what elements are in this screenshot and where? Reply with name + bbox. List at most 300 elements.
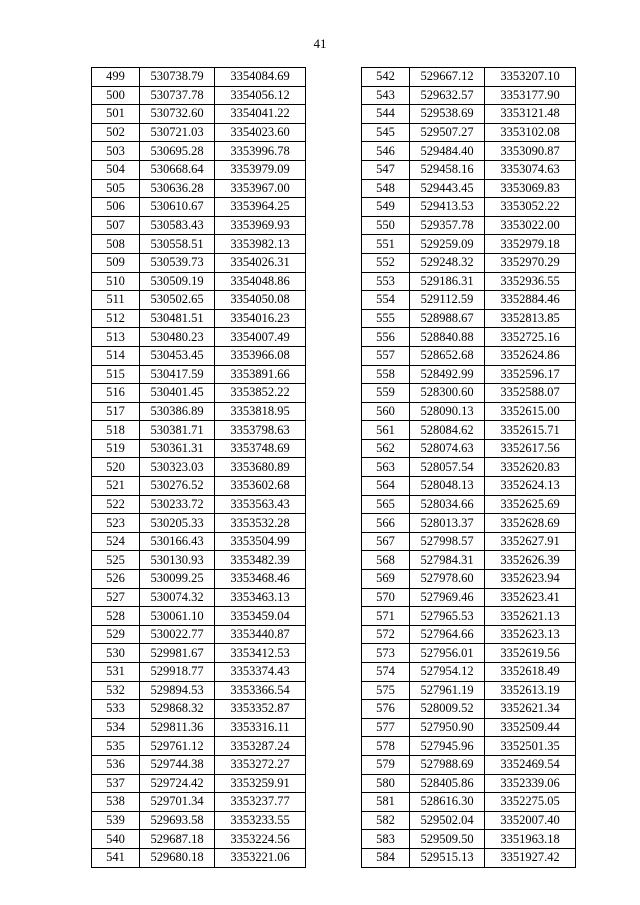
x-coordinate-cell: 530130.93 xyxy=(140,551,215,570)
x-coordinate-cell: 528988.67 xyxy=(410,309,485,328)
point-number-cell: 584 xyxy=(362,848,410,867)
y-coordinate-cell: 3353316.11 xyxy=(215,718,306,737)
x-coordinate-cell: 529693.58 xyxy=(140,811,215,830)
table-row xyxy=(362,737,576,756)
point-number-cell: 536 xyxy=(92,755,140,774)
table-row xyxy=(92,458,306,477)
table-row xyxy=(362,718,576,737)
point-number-cell: 499 xyxy=(92,68,140,87)
point-number-cell: 549 xyxy=(362,198,410,217)
y-coordinate-cell: 3353069.83 xyxy=(485,179,576,198)
table-row xyxy=(362,830,576,849)
y-coordinate-cell: 3353680.89 xyxy=(215,458,306,477)
y-coordinate-cell: 3354084.69 xyxy=(215,68,306,87)
point-number-cell: 581 xyxy=(362,793,410,812)
table-row xyxy=(92,328,306,347)
y-coordinate-cell: 3353366.54 xyxy=(215,681,306,700)
table-row xyxy=(362,309,576,328)
y-coordinate-cell: 3353966.08 xyxy=(215,346,306,365)
x-coordinate-cell: 529868.32 xyxy=(140,700,215,719)
table-row xyxy=(362,235,576,254)
point-number-cell: 555 xyxy=(362,309,410,328)
table-row xyxy=(362,402,576,421)
y-coordinate-cell: 3353090.87 xyxy=(485,142,576,161)
x-coordinate-cell: 530668.64 xyxy=(140,160,215,179)
point-number-cell: 582 xyxy=(362,811,410,830)
point-number-cell: 580 xyxy=(362,774,410,793)
x-coordinate-cell: 527988.69 xyxy=(410,755,485,774)
point-number-cell: 572 xyxy=(362,625,410,644)
y-coordinate-cell: 3352621.13 xyxy=(485,607,576,626)
point-number-cell: 559 xyxy=(362,384,410,403)
y-coordinate-cell: 3354026.31 xyxy=(215,253,306,272)
table-row xyxy=(362,160,576,179)
x-coordinate-cell: 528057.54 xyxy=(410,458,485,477)
table-row xyxy=(92,346,306,365)
table-row xyxy=(362,458,576,477)
x-coordinate-cell: 530166.43 xyxy=(140,532,215,551)
table-row xyxy=(362,328,576,347)
y-coordinate-cell: 3353259.91 xyxy=(215,774,306,793)
y-coordinate-cell: 3354050.08 xyxy=(215,291,306,310)
table-row xyxy=(92,793,306,812)
point-number-cell: 522 xyxy=(92,495,140,514)
point-number-cell: 551 xyxy=(362,235,410,254)
y-coordinate-cell: 3353221.06 xyxy=(215,848,306,867)
table-row xyxy=(362,793,576,812)
x-coordinate-cell: 528084.62 xyxy=(410,421,485,440)
table-row xyxy=(92,551,306,570)
y-coordinate-cell: 3353352.87 xyxy=(215,700,306,719)
table-row xyxy=(362,607,576,626)
table-row xyxy=(362,755,576,774)
x-coordinate-cell: 529894.53 xyxy=(140,681,215,700)
y-coordinate-cell: 3353074.63 xyxy=(485,160,576,179)
table-row xyxy=(362,142,576,161)
y-coordinate-cell: 3353440.87 xyxy=(215,625,306,644)
point-number-cell: 518 xyxy=(92,421,140,440)
point-number-cell: 583 xyxy=(362,830,410,849)
point-number-cell: 525 xyxy=(92,551,140,570)
y-coordinate-cell: 3352596.17 xyxy=(485,365,576,384)
x-coordinate-cell: 528009.52 xyxy=(410,700,485,719)
y-coordinate-cell: 3352501.35 xyxy=(485,737,576,756)
x-coordinate-cell: 529443.45 xyxy=(410,179,485,198)
x-coordinate-cell: 528090.13 xyxy=(410,402,485,421)
x-coordinate-cell: 528492.99 xyxy=(410,365,485,384)
y-coordinate-cell: 3353102.08 xyxy=(485,123,576,142)
table-row xyxy=(362,272,576,291)
x-coordinate-cell: 530276.52 xyxy=(140,477,215,496)
x-coordinate-cell: 529632.57 xyxy=(410,86,485,105)
table-row xyxy=(92,86,306,105)
x-coordinate-cell: 530480.23 xyxy=(140,328,215,347)
x-coordinate-cell: 530417.59 xyxy=(140,365,215,384)
x-coordinate-cell: 529458.16 xyxy=(410,160,485,179)
y-coordinate-cell: 3352275.05 xyxy=(485,793,576,812)
point-number-cell: 553 xyxy=(362,272,410,291)
x-coordinate-cell: 530361.31 xyxy=(140,439,215,458)
table-row xyxy=(92,755,306,774)
x-coordinate-cell: 529484.40 xyxy=(410,142,485,161)
table-row xyxy=(362,774,576,793)
x-coordinate-cell: 529724.42 xyxy=(140,774,215,793)
table-row xyxy=(362,588,576,607)
table-row xyxy=(92,718,306,737)
x-coordinate-cell: 527954.12 xyxy=(410,663,485,682)
point-number-cell: 577 xyxy=(362,718,410,737)
y-coordinate-cell: 3353121.48 xyxy=(485,105,576,124)
point-number-cell: 524 xyxy=(92,532,140,551)
y-coordinate-cell: 3353798.63 xyxy=(215,421,306,440)
point-number-cell: 573 xyxy=(362,644,410,663)
y-coordinate-cell: 3352618.49 xyxy=(485,663,576,682)
point-number-cell: 519 xyxy=(92,439,140,458)
y-coordinate-cell: 3353532.28 xyxy=(215,514,306,533)
y-coordinate-cell: 3353052.22 xyxy=(485,198,576,217)
y-coordinate-cell: 3352469.54 xyxy=(485,755,576,774)
y-coordinate-cell: 3353022.00 xyxy=(485,216,576,235)
table-row xyxy=(362,663,576,682)
table-row xyxy=(92,644,306,663)
y-coordinate-cell: 3352623.41 xyxy=(485,588,576,607)
y-coordinate-cell: 3353979.09 xyxy=(215,160,306,179)
table-row xyxy=(92,588,306,607)
y-coordinate-cell: 3353468.46 xyxy=(215,570,306,589)
table-row xyxy=(92,105,306,124)
table-row xyxy=(92,607,306,626)
y-coordinate-cell: 3353969.93 xyxy=(215,216,306,235)
y-coordinate-cell: 3352623.94 xyxy=(485,570,576,589)
y-coordinate-cell: 3352725.16 xyxy=(485,328,576,347)
table-row xyxy=(362,253,576,272)
point-number-cell: 571 xyxy=(362,607,410,626)
table-row xyxy=(92,700,306,719)
table-row xyxy=(92,848,306,867)
y-coordinate-cell: 3353237.77 xyxy=(215,793,306,812)
y-coordinate-cell: 3352615.71 xyxy=(485,421,576,440)
y-coordinate-cell: 3352620.83 xyxy=(485,458,576,477)
x-coordinate-cell: 530737.78 xyxy=(140,86,215,105)
y-coordinate-cell: 3353272.27 xyxy=(215,755,306,774)
x-coordinate-cell: 530205.33 xyxy=(140,514,215,533)
x-coordinate-cell: 528405.86 xyxy=(410,774,485,793)
point-number-cell: 552 xyxy=(362,253,410,272)
point-number-cell: 556 xyxy=(362,328,410,347)
table-row xyxy=(362,123,576,142)
y-coordinate-cell: 3352626.39 xyxy=(485,551,576,570)
point-number-cell: 537 xyxy=(92,774,140,793)
table-row xyxy=(92,421,306,440)
y-coordinate-cell: 3353287.24 xyxy=(215,737,306,756)
x-coordinate-cell: 530386.89 xyxy=(140,402,215,421)
y-coordinate-cell: 3353996.78 xyxy=(215,142,306,161)
x-coordinate-cell: 530074.32 xyxy=(140,588,215,607)
y-coordinate-cell: 3353207.10 xyxy=(485,68,576,87)
table-row xyxy=(92,309,306,328)
y-coordinate-cell: 3352619.56 xyxy=(485,644,576,663)
x-coordinate-cell: 530583.43 xyxy=(140,216,215,235)
x-coordinate-cell: 530323.03 xyxy=(140,458,215,477)
x-coordinate-cell: 529515.13 xyxy=(410,848,485,867)
y-coordinate-cell: 3352615.00 xyxy=(485,402,576,421)
y-coordinate-cell: 3353964.25 xyxy=(215,198,306,217)
point-number-cell: 500 xyxy=(92,86,140,105)
x-coordinate-cell: 529918.77 xyxy=(140,663,215,682)
table-row xyxy=(92,253,306,272)
y-coordinate-cell: 3352813.85 xyxy=(485,309,576,328)
point-number-cell: 514 xyxy=(92,346,140,365)
point-number-cell: 535 xyxy=(92,737,140,756)
point-number-cell: 523 xyxy=(92,514,140,533)
y-coordinate-cell: 3352625.69 xyxy=(485,495,576,514)
x-coordinate-cell: 529744.38 xyxy=(140,755,215,774)
point-number-cell: 511 xyxy=(92,291,140,310)
y-coordinate-cell: 3353602.68 xyxy=(215,477,306,496)
point-number-cell: 506 xyxy=(92,198,140,217)
table-row xyxy=(92,216,306,235)
point-number-cell: 542 xyxy=(362,68,410,87)
x-coordinate-cell: 527978.60 xyxy=(410,570,485,589)
y-coordinate-cell: 3352884.46 xyxy=(485,291,576,310)
x-coordinate-cell: 528840.88 xyxy=(410,328,485,347)
x-coordinate-cell: 530453.45 xyxy=(140,346,215,365)
point-number-cell: 516 xyxy=(92,384,140,403)
table-row xyxy=(92,179,306,198)
table-row xyxy=(362,346,576,365)
table-row xyxy=(362,365,576,384)
x-coordinate-cell: 527945.96 xyxy=(410,737,485,756)
point-number-cell: 567 xyxy=(362,532,410,551)
point-number-cell: 539 xyxy=(92,811,140,830)
point-number-cell: 543 xyxy=(362,86,410,105)
y-coordinate-cell: 3352628.69 xyxy=(485,514,576,533)
y-coordinate-cell: 3352617.56 xyxy=(485,439,576,458)
point-number-cell: 563 xyxy=(362,458,410,477)
table-row xyxy=(362,291,576,310)
point-number-cell: 529 xyxy=(92,625,140,644)
table-row xyxy=(362,700,576,719)
y-coordinate-cell: 3352588.07 xyxy=(485,384,576,403)
table-row xyxy=(92,681,306,700)
point-number-cell: 565 xyxy=(362,495,410,514)
x-coordinate-cell: 530233.72 xyxy=(140,495,215,514)
x-coordinate-cell: 529186.31 xyxy=(410,272,485,291)
table-row xyxy=(362,681,576,700)
x-coordinate-cell: 529502.04 xyxy=(410,811,485,830)
x-coordinate-cell: 528034.66 xyxy=(410,495,485,514)
x-coordinate-cell: 528300.60 xyxy=(410,384,485,403)
point-number-cell: 546 xyxy=(362,142,410,161)
x-coordinate-cell: 530061.10 xyxy=(140,607,215,626)
point-number-cell: 517 xyxy=(92,402,140,421)
table-row xyxy=(92,737,306,756)
x-coordinate-cell: 530738.79 xyxy=(140,68,215,87)
x-coordinate-cell: 529413.53 xyxy=(410,198,485,217)
y-coordinate-cell: 3353463.13 xyxy=(215,588,306,607)
point-number-cell: 528 xyxy=(92,607,140,626)
x-coordinate-cell: 529680.18 xyxy=(140,848,215,867)
x-coordinate-cell: 529701.34 xyxy=(140,793,215,812)
y-coordinate-cell: 3352936.55 xyxy=(485,272,576,291)
point-number-cell: 560 xyxy=(362,402,410,421)
x-coordinate-cell: 529248.32 xyxy=(410,253,485,272)
x-coordinate-cell: 527998.57 xyxy=(410,532,485,551)
x-coordinate-cell: 527956.01 xyxy=(410,644,485,663)
x-coordinate-cell: 528074.63 xyxy=(410,439,485,458)
table-row xyxy=(362,495,576,514)
x-coordinate-cell: 530099.25 xyxy=(140,570,215,589)
table-row xyxy=(92,570,306,589)
point-number-cell: 541 xyxy=(92,848,140,867)
y-coordinate-cell: 3353982.13 xyxy=(215,235,306,254)
point-number-cell: 531 xyxy=(92,663,140,682)
y-coordinate-cell: 3353459.04 xyxy=(215,607,306,626)
x-coordinate-cell: 528616.30 xyxy=(410,793,485,812)
y-coordinate-cell: 3354056.12 xyxy=(215,86,306,105)
y-coordinate-cell: 3353224.56 xyxy=(215,830,306,849)
point-number-cell: 566 xyxy=(362,514,410,533)
table-row xyxy=(362,514,576,533)
x-coordinate-cell: 530636.28 xyxy=(140,179,215,198)
point-number-cell: 574 xyxy=(362,663,410,682)
table-row xyxy=(362,198,576,217)
table-row xyxy=(92,291,306,310)
y-coordinate-cell: 3353374.43 xyxy=(215,663,306,682)
table-row xyxy=(92,477,306,496)
point-number-cell: 503 xyxy=(92,142,140,161)
table-row xyxy=(92,774,306,793)
table-row xyxy=(92,272,306,291)
x-coordinate-cell: 529357.78 xyxy=(410,216,485,235)
point-number-cell: 507 xyxy=(92,216,140,235)
point-number-cell: 544 xyxy=(362,105,410,124)
point-number-cell: 540 xyxy=(92,830,140,849)
point-number-cell: 508 xyxy=(92,235,140,254)
point-number-cell: 533 xyxy=(92,700,140,719)
y-coordinate-cell: 3352613.19 xyxy=(485,681,576,700)
y-coordinate-cell: 3353563.43 xyxy=(215,495,306,514)
x-coordinate-cell: 529667.12 xyxy=(410,68,485,87)
coordinates-table-right xyxy=(361,67,576,868)
table-row xyxy=(362,384,576,403)
x-coordinate-cell: 530610.67 xyxy=(140,198,215,217)
x-coordinate-cell: 527984.31 xyxy=(410,551,485,570)
point-number-cell: 538 xyxy=(92,793,140,812)
x-coordinate-cell: 527961.19 xyxy=(410,681,485,700)
y-coordinate-cell: 3354048.86 xyxy=(215,272,306,291)
x-coordinate-cell: 530502.65 xyxy=(140,291,215,310)
y-coordinate-cell: 3354016.23 xyxy=(215,309,306,328)
point-number-cell: 509 xyxy=(92,253,140,272)
point-number-cell: 576 xyxy=(362,700,410,719)
y-coordinate-cell: 3352339.06 xyxy=(485,774,576,793)
table-row xyxy=(92,160,306,179)
point-number-cell: 554 xyxy=(362,291,410,310)
x-coordinate-cell: 528013.37 xyxy=(410,514,485,533)
table-row xyxy=(92,625,306,644)
x-coordinate-cell: 529538.69 xyxy=(410,105,485,124)
point-number-cell: 579 xyxy=(362,755,410,774)
table-row xyxy=(362,477,576,496)
point-number-cell: 512 xyxy=(92,309,140,328)
y-coordinate-cell: 3352627.91 xyxy=(485,532,576,551)
x-coordinate-cell: 529811.36 xyxy=(140,718,215,737)
table-row xyxy=(362,421,576,440)
table-row xyxy=(362,811,576,830)
table-row xyxy=(362,570,576,589)
x-coordinate-cell: 529507.27 xyxy=(410,123,485,142)
point-number-cell: 569 xyxy=(362,570,410,589)
table-row xyxy=(92,495,306,514)
point-number-cell: 501 xyxy=(92,105,140,124)
table-row xyxy=(362,179,576,198)
table-row xyxy=(92,532,306,551)
x-coordinate-cell: 530509.19 xyxy=(140,272,215,291)
point-number-cell: 510 xyxy=(92,272,140,291)
point-number-cell: 557 xyxy=(362,346,410,365)
table-row xyxy=(362,848,576,867)
y-coordinate-cell: 3353748.69 xyxy=(215,439,306,458)
table-row xyxy=(362,644,576,663)
y-coordinate-cell: 3353233.55 xyxy=(215,811,306,830)
y-coordinate-cell: 3351927.42 xyxy=(485,848,576,867)
x-coordinate-cell: 527969.46 xyxy=(410,588,485,607)
y-coordinate-cell: 3352623.13 xyxy=(485,625,576,644)
x-coordinate-cell: 530401.45 xyxy=(140,384,215,403)
table-row xyxy=(92,439,306,458)
y-coordinate-cell: 3354023.60 xyxy=(215,123,306,142)
point-number-cell: 548 xyxy=(362,179,410,198)
point-number-cell: 513 xyxy=(92,328,140,347)
x-coordinate-cell: 529761.12 xyxy=(140,737,215,756)
point-number-cell: 534 xyxy=(92,718,140,737)
point-number-cell: 520 xyxy=(92,458,140,477)
y-coordinate-cell: 3352624.86 xyxy=(485,346,576,365)
table-row xyxy=(362,216,576,235)
table-row xyxy=(92,811,306,830)
y-coordinate-cell: 3353818.95 xyxy=(215,402,306,421)
point-number-cell: 564 xyxy=(362,477,410,496)
point-number-cell: 527 xyxy=(92,588,140,607)
y-coordinate-cell: 3352979.18 xyxy=(485,235,576,254)
table-row xyxy=(92,68,306,87)
table-row xyxy=(92,142,306,161)
table-row xyxy=(92,830,306,849)
point-number-cell: 526 xyxy=(92,570,140,589)
x-coordinate-cell: 530721.03 xyxy=(140,123,215,142)
table-row xyxy=(92,365,306,384)
x-coordinate-cell: 527950.90 xyxy=(410,718,485,737)
point-number-cell: 578 xyxy=(362,737,410,756)
y-coordinate-cell: 3353412.53 xyxy=(215,644,306,663)
y-coordinate-cell: 3353177.90 xyxy=(485,86,576,105)
table-row xyxy=(92,384,306,403)
x-coordinate-cell: 530695.28 xyxy=(140,142,215,161)
point-number-cell: 550 xyxy=(362,216,410,235)
x-coordinate-cell: 530022.77 xyxy=(140,625,215,644)
table-row xyxy=(362,625,576,644)
table-row xyxy=(92,402,306,421)
point-number-cell: 515 xyxy=(92,365,140,384)
y-coordinate-cell: 3353504.99 xyxy=(215,532,306,551)
table-row xyxy=(92,123,306,142)
table-row xyxy=(92,235,306,254)
y-coordinate-cell: 3352624.13 xyxy=(485,477,576,496)
table-row xyxy=(362,105,576,124)
point-number-cell: 547 xyxy=(362,160,410,179)
x-coordinate-cell: 530558.51 xyxy=(140,235,215,254)
